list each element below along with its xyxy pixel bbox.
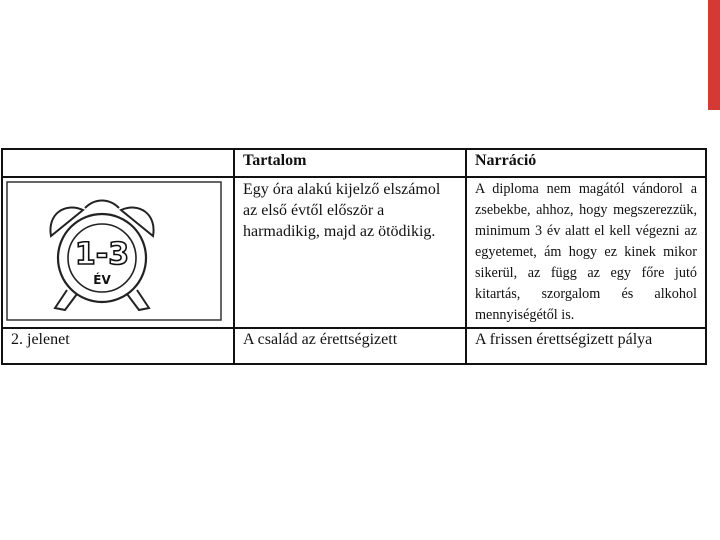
scene-narration: A frissen érettségizett pálya [466, 328, 706, 364]
header-row [2, 149, 706, 177]
accent-bar [708, 0, 720, 110]
scene-content: Egy óra alakú kijelző elszámol az első évtől először a harmadikig, majd az ötödikig. [234, 177, 466, 328]
scene-label: 2. jelenet [2, 328, 234, 364]
alarm-clock-sketch-icon [3, 178, 225, 324]
table-row [2, 328, 706, 364]
storyboard-table [1, 148, 707, 365]
header-image-col [2, 149, 234, 177]
table-screenshot [0, 146, 706, 348]
scene-content: A család az érettségizett [234, 328, 466, 364]
header-narracio: Narráció [466, 149, 706, 177]
clock-subtext: ÉV [93, 273, 111, 287]
scene-narration: A diploma nem magától vándorol a zsebekbe, ahhoz, hogy megszerezzük, minimum 3 év alatt el kell végezni az egyetemet, ám hogy ez kinek mikor sikerül, az függ az egy főre jutó kitartás, szorgalom és alkohol mennyiségétől is. [466, 177, 706, 328]
header-tartalom: Tartalom [234, 149, 466, 177]
clock-number: 1-3 [74, 237, 130, 272]
table-row [2, 177, 706, 328]
scene-image-cell [2, 177, 234, 328]
